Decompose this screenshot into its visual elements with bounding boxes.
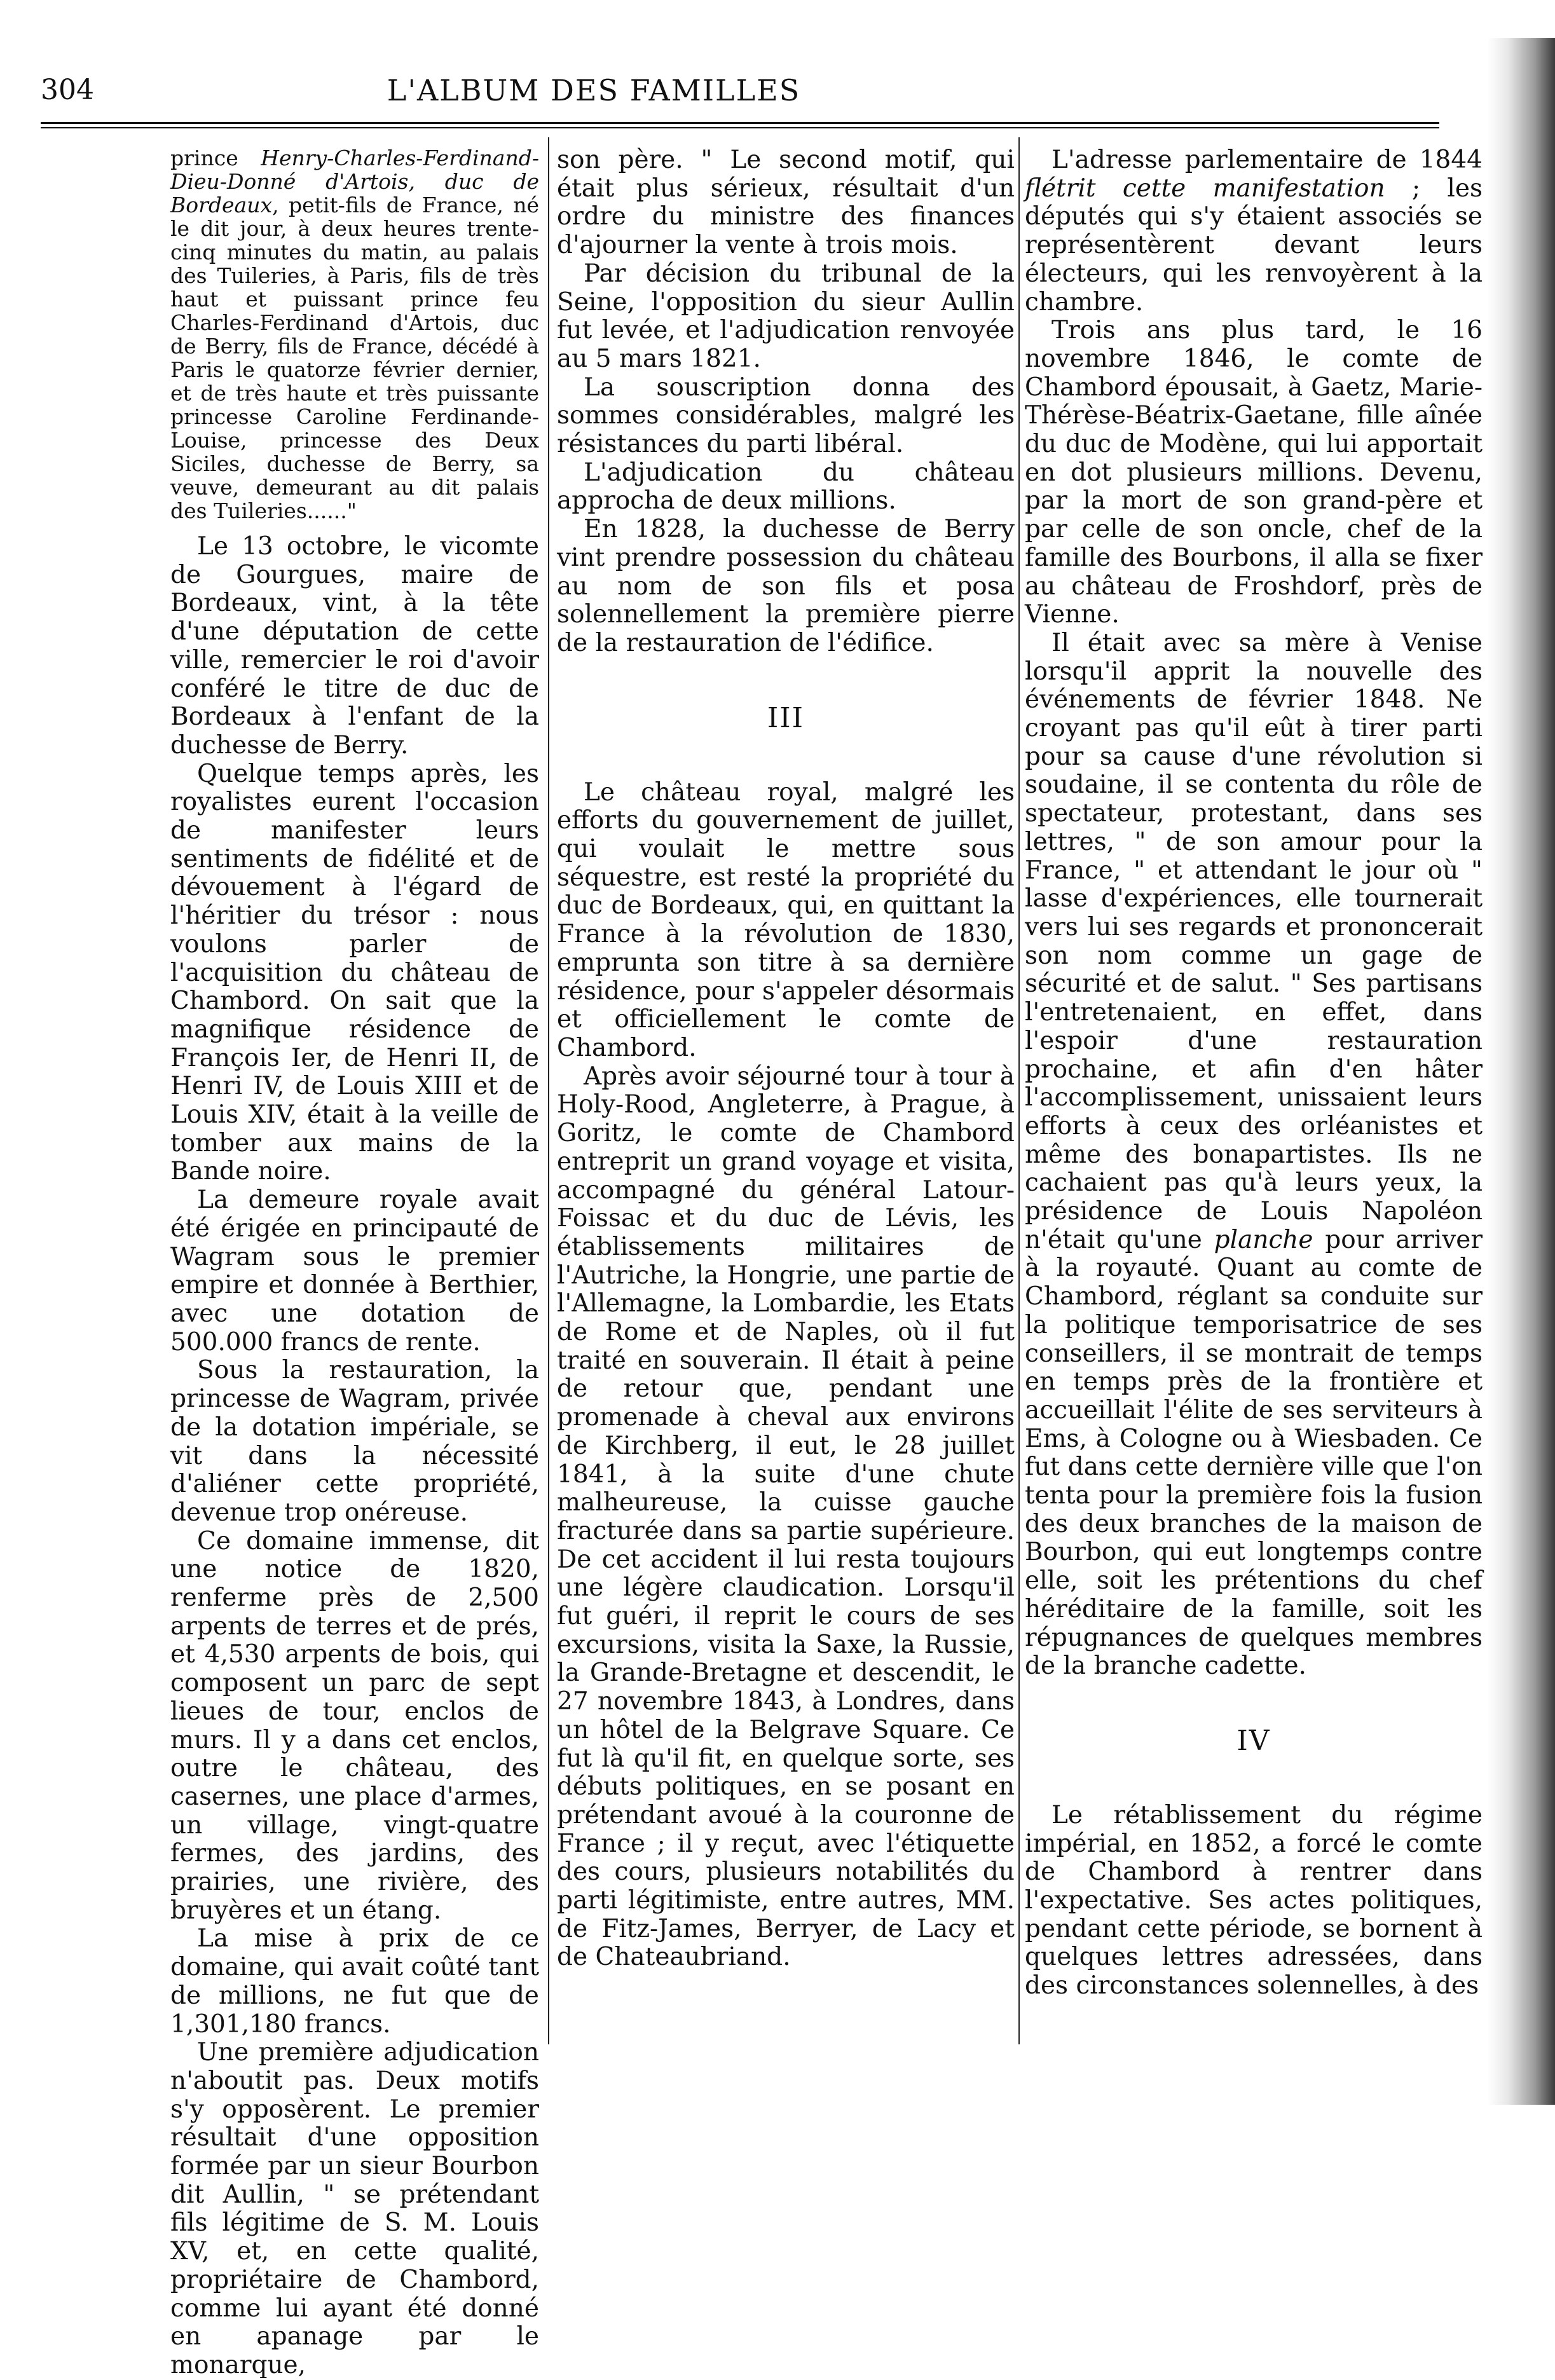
text-run: pour arriver à la royauté. Quant au comte de Chambord, réglant sa conduite sur la politique temporisatrice de ses conseillers, il se montrait de temps en temps près de la frontière et accueillait l'élite de ses serviteurs à Ems, à Cologne ou à Wiesbaden. Ce fut dans cette dernière ville que l'on tenta pour la première fois la fusion des deux branches de la maison de Bourbon, qui eut longtemps contre elle, soit les prétentions du chef héréditaire de la famille, soit les répugnances de quelques membres de la branche cadette. xyxy=(1025,1225,1483,1681)
section-heading: III xyxy=(767,701,805,734)
paragraph: Le rétablissement du régime impérial, en 1852, a forcé le comte de Chambord à rentrer dans l'expectative. Ses actes politiques, pendant cette période, se bornent à quelques lettres adressées, dans des circonstances solennelles, à des xyxy=(1025,1800,1483,2000)
scan-edge-shadow xyxy=(1488,38,1555,2105)
paragraph: Une première adjudication n'aboutit pas. Deux motifs s'y opposèrent. Le premier résultait d'une opposition formée par un sieur Bourbon dit Aullin, " se prétendant fils légitime de S. M. Louis XV, et, en cette qualité, propriétaire de Chambord, comme lui ayant été donné en apanage par le monarque, xyxy=(170,2038,539,2379)
paragraph: Après avoir séjourné tour à tour à Holy-Rood, Angleterre, à Prague, à Goritz, le comte de Chambord entreprit un grand voyage et visita, accompagné du général Latour-Foissac et du duc de Lévis, les établissements militaires de l'Autriche, la Hongrie, une partie de l'Allemagne, la Lombardie, les Etats de Rome et de Naples, où il fut traité en souverain. Il était à peine de retour que, pendant une promenade à cheval aux environs de Kirchberg, il eut, le 28 juillet 1841, à la suite d'une chute malheureuse, la cuisse gauche fracturée dans sa partie supérieure. De cet accident il lui resta toujours une légère claudication. Lorsqu'il fut guéri, il reprit le cours de ses excursions, visita la Saxe, la Russie, la Grande-Bretagne et descendit, le 27 novembre 1843, à Londres, dans un hôtel de la Belgrave Square. Ce fut là qu'il fit, en quelque sorte, ses débuts politiques, en se posant en prétendant avoué à la couronne de France ; il y reçut, avec l'étiquette des cours, plusieurs notabilités du parti légitimiste, entre autres, MM. de Fitz-James, Berryer, de Lacy et de Chateaubriand. xyxy=(557,1062,1015,1972)
paragraph: Quelque temps après, les royalistes eurent l'occasion de manifester leurs sentiments de fidélité et de dévouement à l'égard de l'héritier du trésor : nous voulons parler de l'acquisition du château de Chambord. On sait que la magnifique résidence de François Ier, de Henri II, de Henri IV, de Louis XIII et de Louis XIV, était à la veille de tomber aux mains de la Bande noire. xyxy=(170,759,539,1186)
section-heading: IV xyxy=(1236,1724,1271,1757)
paragraph: Par décision du tribunal de la Seine, l'opposition du sieur Aullin fut levée, et l'adjudication renvoyée au 5 mars 1821. xyxy=(557,259,1015,373)
text-run: , petit-fils de France, né le dit jour, à deux heures trente-cinq minutes du matin, au palais des Tuileries, à Paris, fils de très haut et puissant prince feu Charles-Ferdinand d'Artois, duc de Berry, fils de France, décédé à Paris le quatorze février dernier, et de très haute et très puissante princesse Caroline Ferdinande-Louise, princesse des Deux Siciles, duchesse de Berry, sa veuve, demeurant au dit palais des Tuileries......" xyxy=(170,193,539,523)
paragraph: Le château royal, malgré les efforts du gouvernement de juillet, qui voulait le mettre sous séquestre, est resté la propriété du duc de Bordeaux, qui, en quittant la France à la révolution de 1830, emprunta son titre à sa dernière résidence, pour s'appeler désormais et officiellement le comte de Chambord. xyxy=(557,777,1015,1062)
paragraph: son père. " Le second motif, qui était plus sérieux, résultait d'un ordre du ministre des finances d'ajourner la vente à trois mois. xyxy=(557,146,1015,260)
text-run: Il était avec sa mère à Venise lorsqu'il apprit la nouvelle des événements de février 1848. Ne croyant pas qu'il eût à tirer parti pour sa cause d'une révolution si soudaine, il se contenta du rôle de spectateur, protestant, dans ses lettres, " de son amour pour la France, " et attendant le jour où " lasse d'expériences, elle tournerait vers lui ses regards et prononcerait son nom comme un gage de sécurité et de salut. " Ses partisans l'entretenaient, en effet, dans l'espoir d'une restauration prochaine, et afin d'en hâter l'accomplissement, unissaient leurs efforts à ceux des orléanistes et même des bonapartistes. Ils ne cachaient pas qu'à leurs yeux, la présidence de Louis Napoléon n'était qu'une xyxy=(1025,628,1483,1254)
text-column-1 xyxy=(170,146,539,2379)
italic-phrase: flétrit cette manifestation xyxy=(1025,174,1385,203)
page-number: 304 xyxy=(41,74,94,106)
paragraph xyxy=(1025,146,1483,317)
paragraph: La mise à prix de ce domaine, qui avait coûté tant de millions, ne fut que de 1,301,180 francs. xyxy=(170,1924,539,2039)
paragraph: La demeure royale avait été érigée en principauté de Wagram sous le premier empire et donnée à Berthier, avec une dotation de 500.000 francs de rente. xyxy=(170,1186,539,1357)
italic-name: Henry-Charles-Ferdinand-Dieu-Donné d'Artois, duc de Bordeaux xyxy=(170,146,539,217)
paragraph: Ce domaine immense, dit une notice de 1820, renferme près de 2,500 arpents de terres et de prés, et 4,530 arpents de bois, qui composent un parc de sept lieues de tour, enclos de murs. Il y a dans cet enclos, outre le château, des casernes, une place d'armes, un village, vingt-quatre fermes, des jardins, des prairies, une rivière, des bruyères et un étang. xyxy=(170,1526,539,1925)
paragraph: En 1828, la duchesse de Berry vint prendre possession du château au nom de son fils et posa solennellement la première pierre de la restauration de l'édifice. xyxy=(557,515,1015,657)
column-divider xyxy=(548,137,549,2044)
paragraph: Sous la restauration, la princesse de Wagram, privée de la dotation impériale, se vit dans la nécessité d'aliéner cette propriété, devenue trop onéreuse. xyxy=(170,1356,539,1527)
text-run: L'adresse parlementaire de 1844 xyxy=(1052,146,1483,174)
text-column-2 xyxy=(557,146,1015,2066)
paragraph: La souscription donna des sommes considérables, malgré les résistances du parti libéral. xyxy=(557,373,1015,459)
header-rule xyxy=(41,127,1439,128)
text-run: prince xyxy=(170,146,261,170)
paragraph: Le 13 octobre, le vicomte de Gourgues, maire de Bordeaux, vint, à la tête d'une députation de cette ville, remercier le roi d'avoir conféré le titre de duc de Bordeaux à l'enfant de la duchesse de Berry. xyxy=(170,532,539,760)
paragraph xyxy=(1025,629,1483,1681)
paragraph xyxy=(170,146,539,523)
running-title: L'ALBUM DES FAMILLES xyxy=(387,73,801,107)
paragraph: L'adjudication du château approcha de deux millions. xyxy=(557,458,1015,516)
header-rule xyxy=(41,122,1439,124)
page-header xyxy=(41,71,1477,122)
text-run: ; les députés qui s'y étaient associés se représentèrent devant leurs électeurs, qui les renvoyèrent à la chambre. xyxy=(1025,174,1483,317)
column-divider xyxy=(1018,137,1020,2044)
paragraph: Trois ans plus tard, le 16 novembre 1846, le comte de Chambord épousait, à Gaetz, Marie-Thérèse-Béatrix-Gaetane, fille aînée du duc de Modène, qui lui apportait en dot plusieurs millions. Devenu, par la mort de son grand-père et par celle de son oncle, chef de la famille des Bourbons, il alla se fixer au château de Froshdorf, près de Vienne. xyxy=(1025,316,1483,629)
text-column-3 xyxy=(1025,146,1483,2066)
italic-word: planche xyxy=(1214,1225,1313,1254)
